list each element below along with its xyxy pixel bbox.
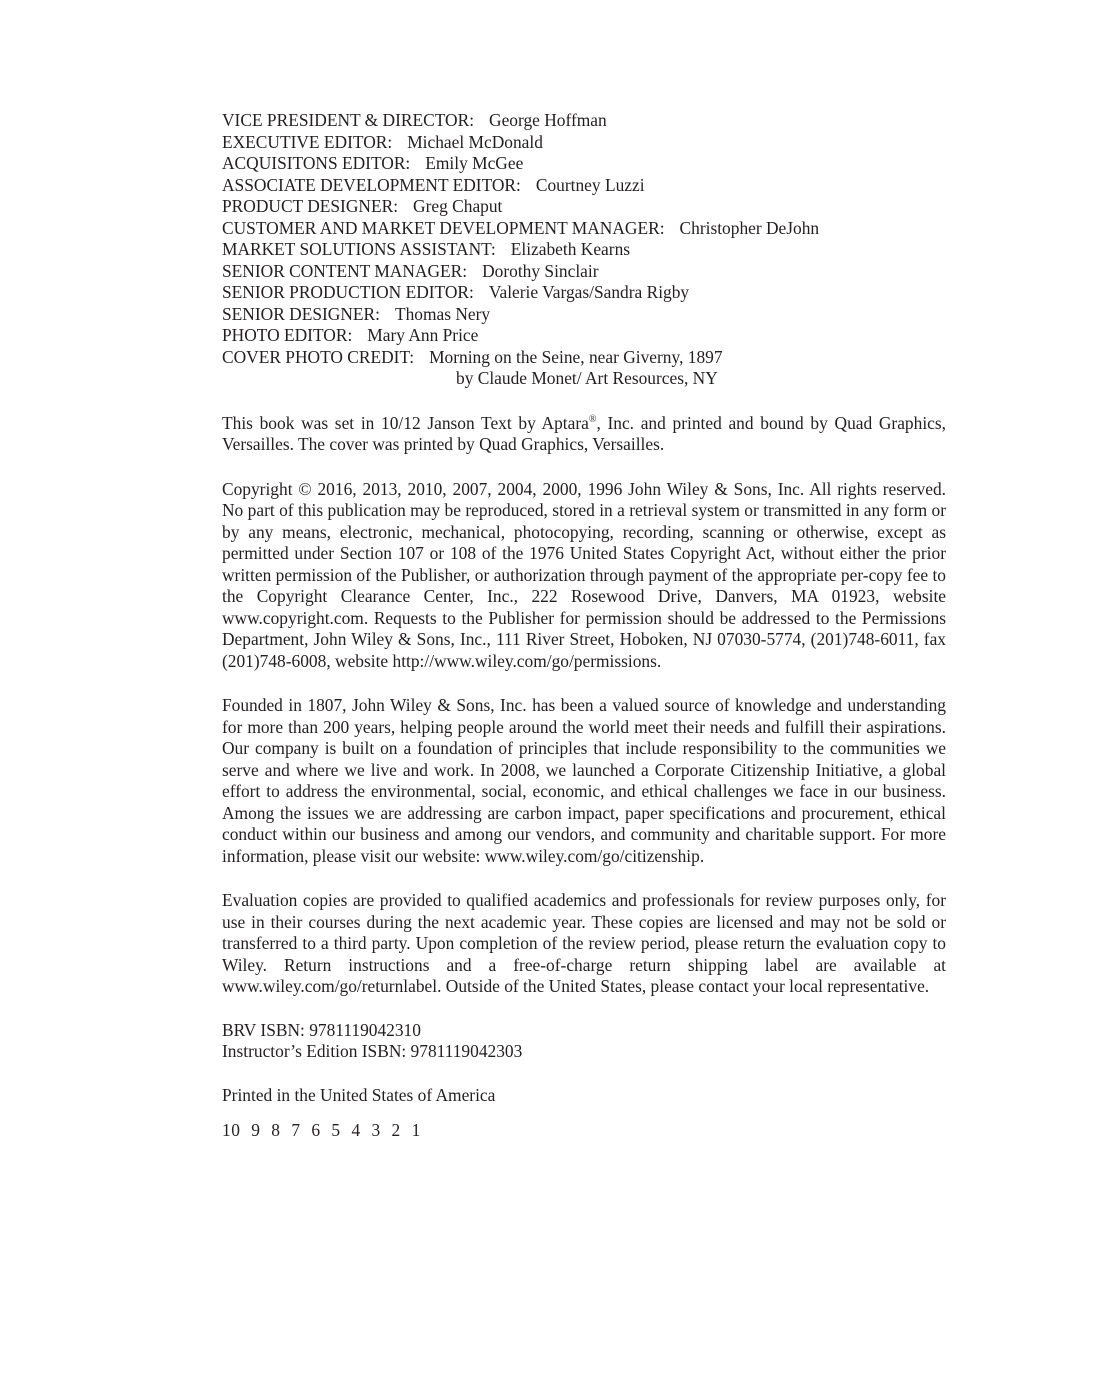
credit-row [222, 325, 946, 347]
credit-role: SENIOR CONTENT MANAGER: [222, 260, 468, 281]
credits-list [222, 110, 946, 390]
credit-row [222, 282, 946, 304]
credit-row [222, 153, 946, 175]
credit-role: SENIOR PRODUCTION EDITOR: [222, 282, 474, 302]
credit-name: Morning on the Seine, near Giverny, 1897 [429, 346, 723, 367]
credit-role: ASSOCIATE DEVELOPMENT EDITOR: [222, 174, 521, 195]
typeset-text: This book was set in 10/12 Janson Text by Aptara [222, 412, 589, 433]
instructor-isbn: Instructor’s Edition ISBN: 9781119042303 [222, 1041, 523, 1061]
credit-row [222, 218, 946, 240]
copyright-notice: Copyright © 2016, 2013, 2010, 2007, 2004, 2000, 1996 John Wiley & Sons, Inc. All rights reserved. No part of this publication may be reproduced, stored in a retrieval system or transmitted in any form or by any means, electronic, mechanical, photocopying, recording, scanning or otherwise, except as permitted under Section 107 or 108 of the 1976 United States Copyright Act, without either the prior written permission of the Publisher, or authorization through payment of the appropriate per-copy fee to the Copyright Clearance Center, Inc., 222 Rosewood Drive, Danvers, MA 01923, website www.copyright.com. Requests to the Publisher for permission should be addressed to the Permissions Department, John Wiley & Sons, Inc., 111 River Street, Hoboken, NJ 07030-5774, (201)748-6011, fax (201)748-6008, website http://www.wiley.com/go/permissions. [222, 478, 946, 671]
credit-row [222, 132, 946, 154]
credit-name: Greg Chaput [413, 196, 503, 216]
credit-name: Emily McGee [425, 153, 524, 173]
brv-isbn: BRV ISBN: 9781119042310 [222, 1019, 421, 1040]
credit-name: Mary Ann Price [367, 325, 479, 345]
credit-row [222, 239, 946, 261]
credit-role: VICE PRESIDENT & DIRECTOR: [222, 110, 475, 130]
credit-role: SENIOR DESIGNER: [222, 303, 380, 324]
citizenship-statement: Founded in 1807, John Wiley & Sons, Inc. has been a valued source of knowledge and understanding for more than 200 years, helping people around the world meet their needs and fulfill their aspirations. Our company is built on a foundation of principles that include responsibility to the communities we serve and where we live and work. In 2008, we launched a Corporate Citizenship Initiative, a global effort to address the environmental, social, economic, and ethical challenges we face in our business. Among the issues we are addressing are carbon impact, paper specifications and procurement, ethical conduct within our business and among our vendors, and community and charitable support. For more information, please visit our website: www.wiley.com/go/citizenship. [222, 695, 946, 866]
credit-role: PHOTO EDITOR: [222, 325, 353, 345]
evaluation-copy-notice: Evaluation copies are provided to qualified academics and professionals for review purposes only, for use in their courses during the next academic year. These copies are licensed and may not be sold or transferred to a third party. Upon completion of the review period, please return the evaluation copy to Wiley. Return instructions and a free-of-charge return shipping label are available at www.wiley.com/go/returnlabel. Outside of the United States, please contact your local representative. [222, 890, 946, 996]
printed-in: Printed in the United States of America [222, 1084, 496, 1105]
credit-role: COVER PHOTO CREDIT: [222, 346, 415, 367]
credit-name: Courtney Luzzi [535, 174, 645, 195]
credit-row [222, 347, 946, 369]
copyright-page [222, 110, 946, 1142]
credit-row [222, 261, 946, 283]
registered-mark: ® [588, 413, 597, 425]
credit-role: CUSTOMER AND MARKET DEVELOPMENT MANAGER: [222, 217, 665, 238]
credit-name: Dorothy Sinclair [482, 260, 599, 281]
typeset-text-end: , Inc. and printed and bound by Quad Graphics, Versailles. The cover was printed by Quad Graphics, Versailles. [222, 412, 946, 454]
credit-name: Thomas Nery [394, 303, 491, 324]
credit-role: ACQUISITONS EDITOR: [222, 153, 411, 173]
typeset-note [222, 413, 946, 456]
credit-row [222, 110, 946, 132]
printer-key: 10 9 8 7 6 5 4 3 2 1 [222, 1120, 421, 1140]
credit-name: Valerie Vargas/Sandra Rigby [488, 282, 690, 302]
isbn-block [222, 1020, 946, 1063]
credit-role: PRODUCT DESIGNER: [222, 196, 399, 216]
credit-name: Elizabeth Kearns [510, 239, 631, 259]
credit-role: EXECUTIVE EDITOR: [222, 131, 393, 152]
credit-role: MARKET SOLUTIONS ASSISTANT: [222, 239, 496, 259]
cover-credit-continuation: by Claude Monet/ Art Resources, NY [456, 368, 718, 388]
credit-name: Michael McDonald [407, 131, 543, 152]
credit-name: Christopher DeJohn [679, 217, 820, 238]
credit-row [222, 175, 946, 197]
credit-row [222, 304, 946, 326]
credit-name: George Hoffman [489, 110, 607, 130]
credit-row [222, 196, 946, 218]
